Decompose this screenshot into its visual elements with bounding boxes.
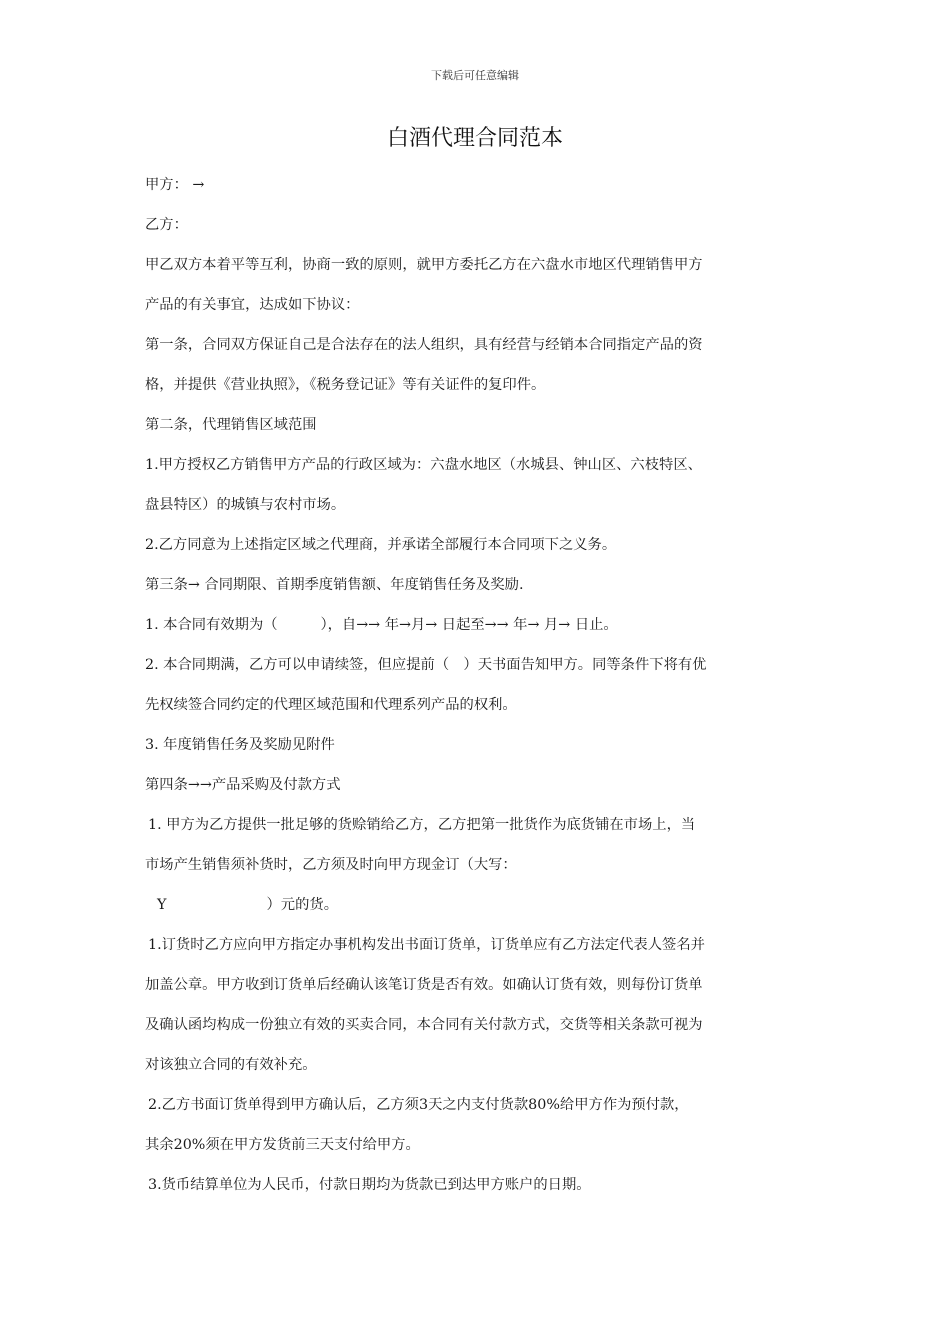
preamble-line: 产品的有关事宜，达成如下协议： [145, 297, 360, 313]
amount-line: Y ）元的货。 [157, 897, 338, 913]
article-2-clause: 盘县特区）的城镇与农村市场。 [145, 497, 346, 513]
article-4-clause: 其余20%须在甲方发货前三天支付给甲方。 [145, 1137, 420, 1153]
party-a-line: 甲方： → [145, 177, 205, 193]
party-b-line: 乙方： [145, 217, 188, 233]
article-4-clause: 加盖公章。甲方收到订货单后经确认该笔订货是否有效。如确认订货有效，则每份订货单 [145, 977, 703, 993]
document-body [145, 165, 807, 1205]
article-4-clause: 市场产生销售须补货时，乙方须及时向甲方现金订（大写： [145, 857, 517, 873]
article-2-clause: 1.甲方授权乙方销售甲方产品的行政区域为：六盘水地区（水城县、钟山区、六枝特区、 [145, 457, 702, 473]
article-4-clause: 及确认函均构成一份独立有效的买卖合同，本合同有关付款方式，交货等相关条款可视为 [145, 1017, 703, 1033]
article-2-heading: 第二条，代理销售区域范围 [145, 417, 317, 433]
article-1-line: 格，并提供《营业执照》，《税务登记证》等有关证件的复印件。 [145, 377, 546, 393]
article-3-clause: 2. 本合同期满，乙方可以申请续签，但应提前（ ）天书面告知甲方。同等条件下将有优 [145, 657, 707, 673]
article-1-line: 第一条，合同双方保证自己是合法存在的法人组织，具有经营与经销本合同指定产品的资 [145, 337, 703, 353]
article-3-clause: 3. 年度销售任务及奖励见附件 [145, 737, 335, 753]
article-3-clause: 先权续签合同约定的代理区域范围和代理系列产品的权利。 [145, 697, 517, 713]
document-title: 白酒代理合同范本 [386, 126, 563, 151]
article-3-heading: 第三条→ 合同期限、首期季度销售额、年度销售任务及奖励. [145, 577, 524, 593]
preamble-line: 甲乙双方本着平等互利，协商一致的原则，就甲方委托乙方在六盘水市地区代理销售甲方 [145, 257, 703, 273]
article-3-clause: 1. 本合同有效期为（ ），自→→ 年→月→ 日起至→→ 年→ 月→ 日止。 [145, 617, 618, 633]
article-4-heading: 第四条→→产品采购及付款方式 [145, 777, 341, 793]
article-4-clause: 1.订货时乙方应向甲方指定办事机构发出书面订货单，订货单应有乙方法定代表人签名并 [148, 937, 705, 953]
article-4-clause: 3.货币结算单位为人民币，付款日期均为货款已到达甲方账户的日期。 [148, 1177, 591, 1193]
article-4-clause: 对该独立合同的有效补充。 [145, 1057, 317, 1073]
article-2-clause: 2.乙方同意为上述指定区域之代理商，并承诺全部履行本合同项下之义务。 [145, 537, 617, 553]
article-4-clause: 2.乙方书面订货单得到甲方确认后，乙方须3天之内支付货款80%给甲方作为预付款， [148, 1097, 689, 1113]
article-4-clause: 1. 甲方为乙方提供一批足够的货赊销给乙方，乙方把第一批货作为底货铺在市场上，当 [148, 817, 696, 833]
header-note: 下载后可任意编辑 [431, 69, 519, 82]
